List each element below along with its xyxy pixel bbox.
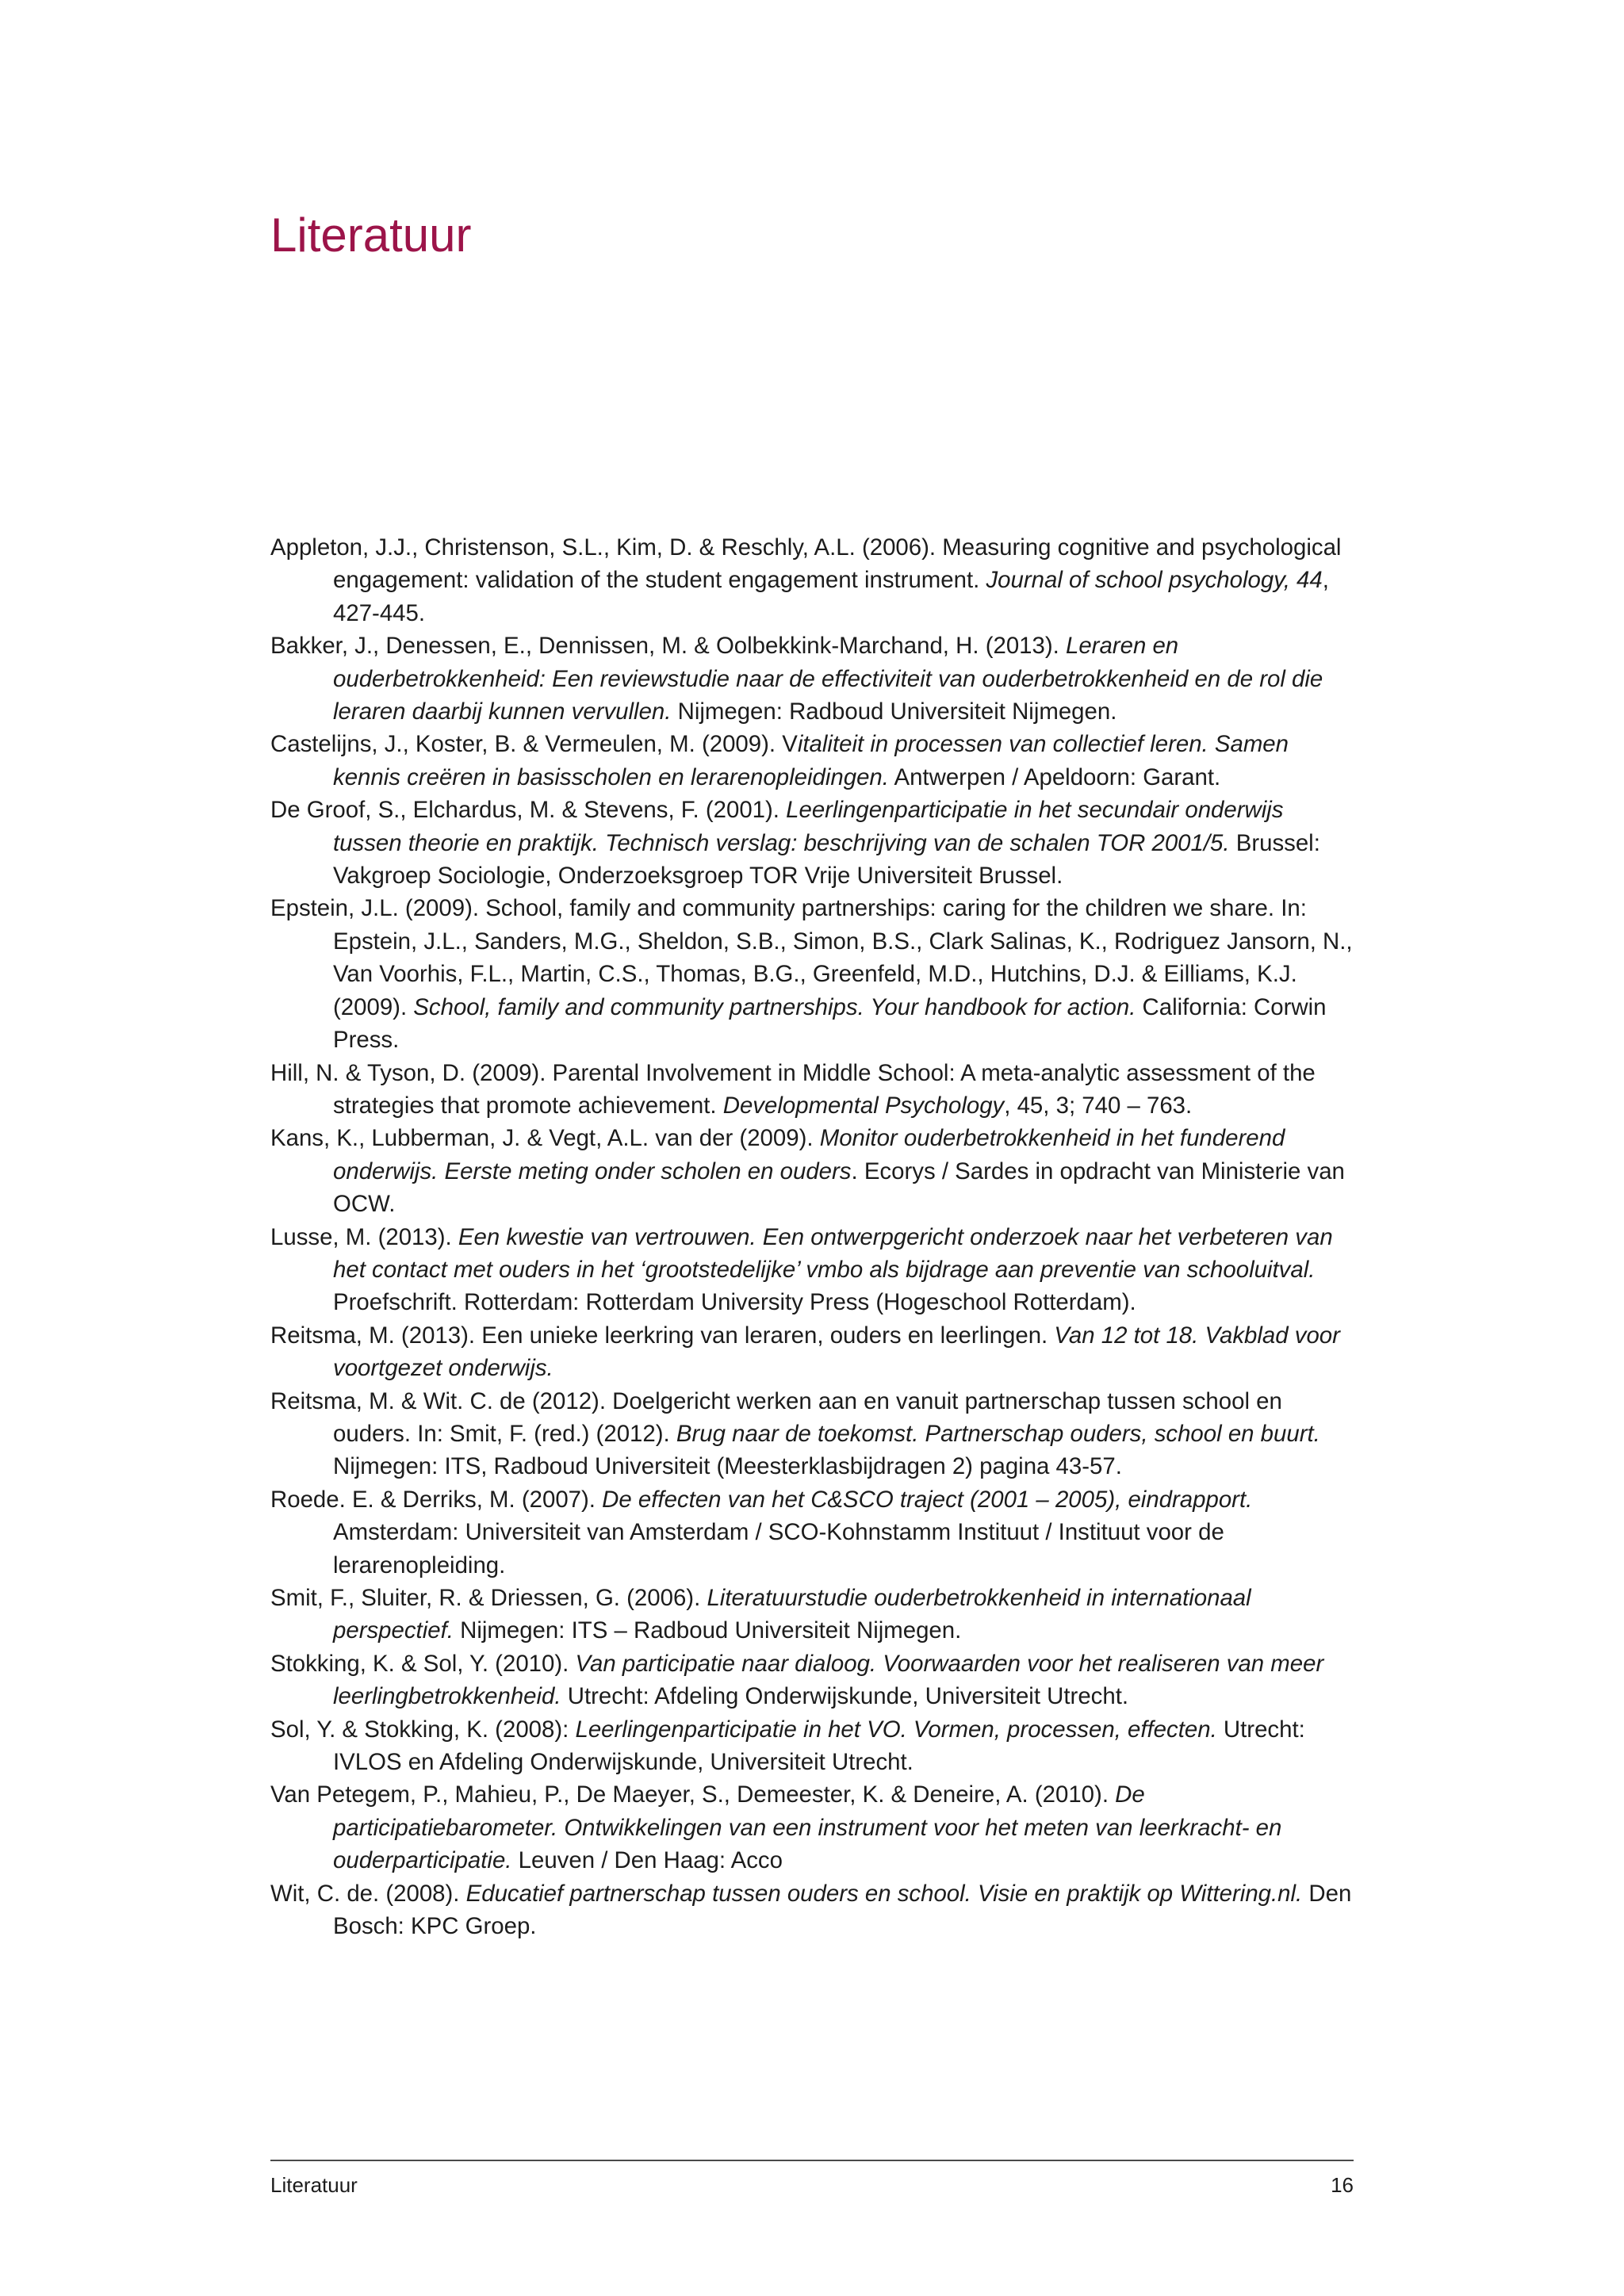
- reference-text: Amsterdam: Universiteit van Amsterdam / SCO-Kohnstamm Instituut / Instituut voor de lerarenopleiding.: [333, 1519, 1224, 1578]
- reference-entry: [270, 1778, 1357, 1877]
- reference-entry: [270, 794, 1357, 892]
- reference-title: Developmental Psychology: [722, 1092, 1005, 1119]
- reference-text: Nijmegen: Radboud Universiteit Nijmegen.: [671, 698, 1117, 725]
- reference-entry: [270, 1221, 1357, 1319]
- reference-entry: [270, 892, 1357, 1056]
- reference-title: italiteit in processen van collectief leren. Samen kennis creëren in basisscholen en lerarenopleidingen.: [333, 731, 1289, 790]
- reference-text: Antwerpen / Apeldoorn: Garant.: [888, 763, 1221, 790]
- reference-title: De effecten van het C&SCO traject (2001 – 2005), eindrapport.: [602, 1486, 1253, 1513]
- footer-section-label: Literatuur: [270, 2173, 358, 2197]
- reference-text: Stokking, K. & Sol, Y. (2010).: [270, 1650, 576, 1677]
- reference-title: School, family and community partnerships. Your handbook for action.: [413, 993, 1136, 1020]
- reference-title: Van participatie naar dialoog. Voorwaarden voor het realiseren van meer leerlingbetrokkenheid.: [333, 1650, 1324, 1710]
- reference-text: Nijmegen: ITS – Radboud Universiteit Nijmegen.: [453, 1617, 962, 1644]
- reference-entry: [270, 1319, 1357, 1385]
- reference-entry: [270, 629, 1357, 728]
- reference-title: Educatief partnerschap tussen ouders en school. Visie en praktijk op Wittering.nl.: [465, 1880, 1303, 1907]
- reference-entry: [270, 531, 1357, 629]
- reference-title: Monitor ouderbetrokkenheid in het funderend onderwijs. Eerste meting onder scholen en ouders: [333, 1125, 1285, 1184]
- reference-entry: [270, 1057, 1357, 1123]
- page-number: 16: [1331, 2173, 1354, 2197]
- reference-text: Hill, N. & Tyson, D. (2009). Parental Involvement in Middle School: A meta-analytic assessment of the strategies that promote achievement.: [270, 1059, 1316, 1119]
- reference-list: [270, 531, 1357, 1942]
- reference-text: Sol, Y. & Stokking, K. (2008):: [270, 1716, 576, 1743]
- reference-text: Epstein, J.L. (2009). School, family and community partnerships: caring for the children we share. In: Epstein, J.L., Sanders, M.G., Sheldon, S.B., Simon, B.S., Clark Salinas, K., Rodriguez Jansorn, N., Van Voorhis, F.L., Martin, C.S., Thomas, B.G., Greenfeld, M.D., Hutchins, D.J. & Eilliams, K.J. (2009).: [270, 895, 1353, 1020]
- reference-text: Castelijns, J., Koster, B. & Vermeulen, M. (2009). V: [270, 731, 798, 758]
- reference-text: Reitsma, M. (2013). Een unieke leerkring van leraren, ouders en leerlingen.: [270, 1322, 1055, 1349]
- reference-text: Smit, F., Sluiter, R. & Driessen, G. (2006).: [270, 1585, 707, 1611]
- reference-text: Wit, C. de. (2008).: [270, 1880, 466, 1907]
- reference-title: Leerlingenparticipatie in het VO. Vormen, processen, effecten.: [575, 1716, 1217, 1743]
- reference-title: Leraren en ouderbetrokkenheid: Een reviewstudie naar de effectiviteit van ouderbetrokkenheid en de rol die leraren daarbij kunnen vervullen.: [333, 633, 1323, 725]
- reference-text: Lusse, M. (2013).: [270, 1223, 458, 1250]
- reference-text: Bakker, J., Denessen, E., Dennissen, M. & Oolbekkink-Marchand, H. (2013).: [270, 633, 1066, 660]
- reference-entry: [270, 728, 1357, 794]
- reference-text: Kans, K., Lubberman, J. & Vegt, A.L. van der (2009).: [270, 1125, 820, 1152]
- reference-title: Een kwestie van vertrouwen. Een ontwerpgericht onderzoek naar het verbeteren van het contact met ouders in het ‘grootstedelijke’ vmbo als bijdrage aan preventie van schooluitval.: [333, 1223, 1333, 1283]
- reference-text: Reitsma, M. & Wit. C. de (2012). Doelgericht werken aan en vanuit partnerschap tussen school en ouders. In: Smit, F. (red.) (2012).: [270, 1387, 1282, 1447]
- reference-entry: [270, 1483, 1357, 1582]
- reference-text: California: Corwin Press.: [333, 993, 1327, 1054]
- reference-title: Van 12 tot 18. Vakblad voor voortgezet onderwijs.: [333, 1322, 1340, 1382]
- reference-entry: [270, 1647, 1357, 1713]
- reference-text: , 45, 3; 740 – 763.: [1004, 1092, 1193, 1119]
- footer-divider: [270, 2160, 1354, 2161]
- reference-title: Brug naar de toekomst. Partnerschap ouders, school en buurt.: [676, 1420, 1320, 1447]
- reference-text: Leuven / Den Haag: Acco: [511, 1847, 783, 1874]
- reference-text: Appleton, J.J., Christenson, S.L., Kim, D. & Reschly, A.L. (2006). Measuring cognitive and psychological engagement: validation of the student engagement instrument.: [270, 534, 1342, 594]
- reference-title: De participatiebarometer. Ontwikkelingen van een instrument voor het meten van leerkracht- en ouderparticipatie.: [333, 1781, 1282, 1874]
- reference-entry: [270, 1877, 1357, 1943]
- reference-text: Nijmegen: ITS, Radboud Universiteit (Meesterklasbijdragen 2) pagina 43-57.: [333, 1453, 1122, 1480]
- reference-text: Proefschrift. Rotterdam: Rotterdam University Press (Hogeschool Rotterdam).: [333, 1289, 1136, 1316]
- reference-text: De Groof, S., Elchardus, M. & Stevens, F. (2001).: [270, 797, 787, 824]
- page-title: Literatuur: [270, 209, 472, 262]
- reference-text: Utrecht: Afdeling Onderwijskunde, Universiteit Utrecht.: [561, 1683, 1129, 1710]
- reference-title: Leerlingenparticipatie in het secundair onderwijs tussen theorie en praktijk. Technisch verslag: beschrijving van de schalen TOR 2001/5.: [333, 797, 1284, 856]
- reference-text: Brussel: Vakgroep Sociologie, Onderzoeksgroep TOR Vrije Universiteit Brussel.: [333, 829, 1320, 890]
- reference-entry: [270, 1582, 1357, 1647]
- reference-text: , 427-445.: [333, 567, 1329, 626]
- reference-title: Literatuurstudie ouderbetrokkenheid in internationaal perspectief.: [333, 1585, 1251, 1644]
- reference-text: Roede. E. & Derriks, M. (2007).: [270, 1486, 603, 1513]
- reference-entry: [270, 1713, 1357, 1779]
- reference-entry: [270, 1385, 1357, 1483]
- reference-text: Den Bosch: KPC Groep.: [333, 1880, 1352, 1940]
- reference-text: . Ecorys / Sardes in opdracht van Ministerie van OCW.: [333, 1158, 1345, 1218]
- reference-title: Journal of school psychology, 44: [986, 567, 1323, 594]
- reference-entry: [270, 1122, 1357, 1220]
- reference-text: Van Petegem, P., Mahieu, P., De Maeyer, S., Demeester, K. & Deneire, A. (2010).: [270, 1781, 1116, 1808]
- reference-text: Utrecht: IVLOS en Afdeling Onderwijskunde, Universiteit Utrecht.: [333, 1716, 1305, 1776]
